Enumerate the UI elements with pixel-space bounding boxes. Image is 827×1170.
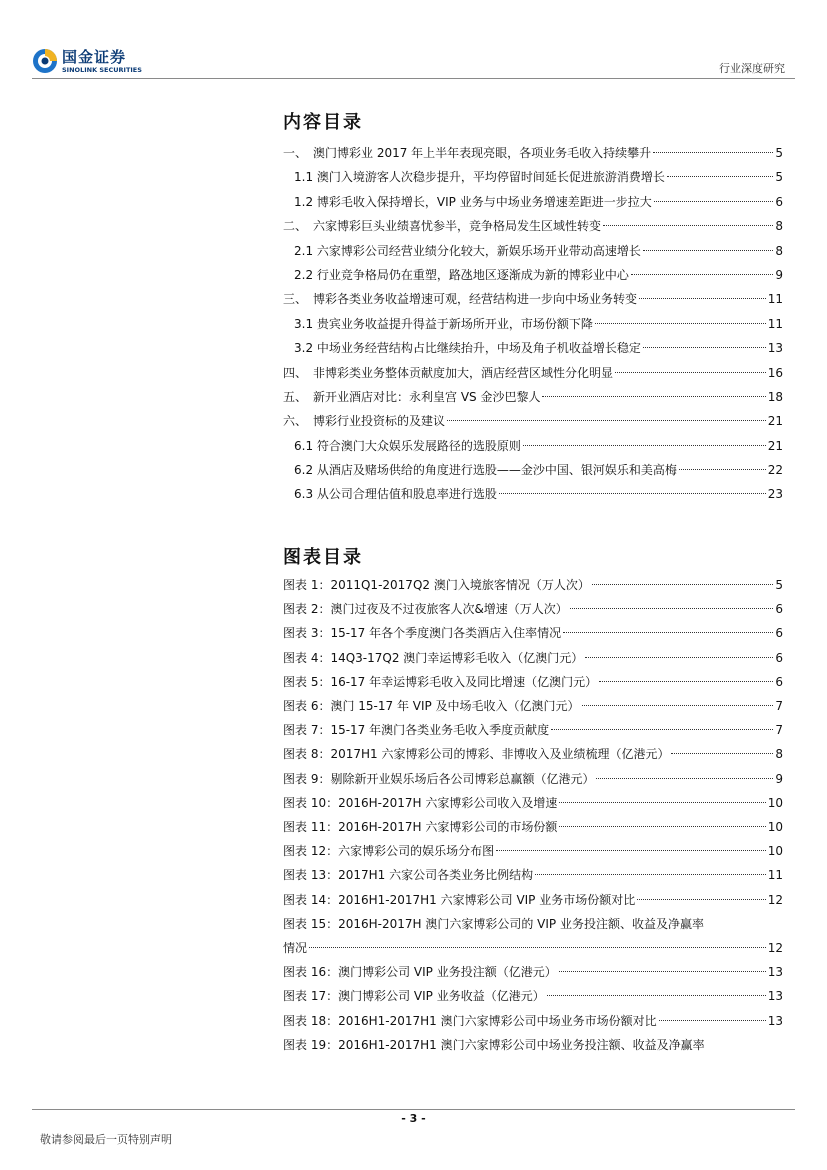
toc-entry-page: 11 <box>767 316 783 331</box>
dot-leader <box>643 250 773 251</box>
toc-entry[interactable] <box>283 336 783 360</box>
figure-entry-text: 图表 3：15-17 年各个季度澳门各类酒店入住率情况 <box>283 626 562 641</box>
figure-entry[interactable] <box>283 912 783 960</box>
figure-entry[interactable] <box>283 1033 783 1057</box>
dot-leader <box>582 705 774 706</box>
figure-entry-page: 6 <box>775 602 783 617</box>
logo-mark-icon <box>32 48 58 74</box>
toc-entry[interactable] <box>283 214 783 238</box>
dot-leader <box>563 632 773 633</box>
toc-entry-text: 二、 六家博彩巨头业绩喜忧参半，竞争格局发生区域性转变 <box>283 219 602 234</box>
dot-leader <box>667 176 773 177</box>
figure-entry[interactable] <box>283 984 783 1008</box>
toc-entry[interactable] <box>283 361 783 385</box>
dot-leader <box>671 753 773 754</box>
figure-entry-text: 图表 5：16-17 年幸运博彩毛收入及同比增速（亿澳门元） <box>283 674 598 689</box>
toc-list <box>283 141 783 507</box>
figure-entry-page: 10 <box>767 844 783 859</box>
dot-leader <box>523 445 766 446</box>
dot-leader <box>542 396 765 397</box>
dot-leader <box>615 372 766 373</box>
dot-leader <box>585 657 773 658</box>
dot-leader <box>547 995 766 996</box>
toc-title: 内容目录 <box>283 112 363 133</box>
toc-entry-text: 五、 新开业酒店对比：永利皇宫 VS 金沙巴黎人 <box>283 389 541 404</box>
figure-entry[interactable] <box>283 646 783 670</box>
toc-entry-page: 8 <box>775 243 783 258</box>
toc-entry[interactable] <box>283 287 783 311</box>
figure-entry[interactable] <box>283 791 783 815</box>
toc-entry[interactable] <box>283 458 783 482</box>
figure-entry-page: 13 <box>767 1013 783 1028</box>
toc-entry[interactable] <box>283 482 783 506</box>
dot-leader <box>570 608 774 609</box>
figure-entry[interactable] <box>283 863 783 887</box>
company-logo <box>32 46 172 78</box>
figure-entry[interactable] <box>283 960 783 984</box>
figure-entry[interactable] <box>283 573 783 597</box>
figure-entry-page: 6 <box>775 650 783 665</box>
report-type: 行业深度研究 <box>719 62 785 75</box>
figure-entry-page: 13 <box>767 965 783 980</box>
figure-entry-page: 12 <box>767 892 783 907</box>
dot-leader <box>643 347 766 348</box>
footer-divider <box>32 1109 795 1110</box>
toc-entry-page: 16 <box>767 365 783 380</box>
figure-entry-text: 图表 9：剔除新开业娱乐场后各公司博彩总赢额（亿港元） <box>283 771 595 786</box>
figure-entry[interactable] <box>283 621 783 645</box>
header-divider <box>32 78 795 79</box>
dot-leader <box>559 826 765 827</box>
figure-entry-page: 12 <box>767 941 783 956</box>
dot-leader <box>603 225 773 226</box>
figure-entry-text: 图表 18：2016H1-2017H1 澳门六家博彩公司中场业务市场份额对比 <box>283 1013 657 1028</box>
toc-entry[interactable] <box>283 239 783 263</box>
toc-entry-page: 5 <box>775 170 783 185</box>
toc-entry-page: 5 <box>775 146 783 160</box>
figure-entry-text: 图表 14：2016H1-2017H1 六家博彩公司 VIP 业务市场份额对比 <box>283 892 636 907</box>
toc-entry-text: 1.2 博彩毛收入保持增长，VIP 业务与中场业务增速差距进一步拉大 <box>294 194 652 209</box>
toc-entry[interactable] <box>283 263 783 287</box>
toc-entry-page: 8 <box>775 219 783 234</box>
toc-entry-page: 9 <box>775 267 783 282</box>
dot-leader <box>559 971 766 972</box>
page-header <box>0 0 827 85</box>
figure-entry-text: 图表 1：2011Q1-2017Q2 澳门入境旅客情况（万人次） <box>283 578 590 592</box>
dot-leader <box>499 493 766 494</box>
toc-entry-text: 3.2 中场业务经营结构占比继续抬升，中场及角子机收益增长稳定 <box>294 341 641 356</box>
figure-entry[interactable] <box>283 718 783 742</box>
toc-entry-page: 21 <box>767 438 783 453</box>
figures-title: 图表目录 <box>283 547 363 568</box>
figure-entry-text: 图表 6：澳门 15-17 年 VIP 及中场毛收入（亿澳门元） <box>283 699 580 714</box>
figure-entry[interactable] <box>283 694 783 718</box>
dot-leader <box>659 1020 766 1021</box>
toc-entry-text: 四、 非博彩类业务整体贡献度加大，酒店经营区域性分化明显 <box>283 365 614 380</box>
figure-entry-text: 图表 16：澳门博彩公司 VIP 业务投注额（亿港元） <box>283 965 557 980</box>
toc-entry-text: 2.1 六家博彩公司经营业绩分化较大，新娱乐场开业带动高速增长 <box>294 243 641 258</box>
figure-entry-page: 7 <box>775 699 783 714</box>
toc-entry[interactable] <box>283 141 783 165</box>
toc-entry-text: 一、 澳门博彩业 2017 年上半年表现亮眼，各项业务毛收入持续攀升 <box>283 146 652 160</box>
figure-entry-page: 8 <box>775 747 783 762</box>
dot-leader <box>653 152 773 153</box>
figure-entry-text: 图表 15：2016H-2017H 澳门六家博彩公司的 VIP 业务投注额、收益及净赢率 <box>283 916 704 931</box>
dot-leader <box>535 874 766 875</box>
figure-entry-page: 10 <box>767 820 783 835</box>
figures-list <box>283 573 783 1057</box>
figure-entry[interactable] <box>283 597 783 621</box>
toc-entry-text: 1.1 澳门入境游客人次稳步提升，平均停留时间延长促进旅游消费增长 <box>294 170 665 185</box>
toc-entry[interactable] <box>283 409 783 433</box>
figure-entry-page: 7 <box>775 723 783 738</box>
toc-entry-text: 6.3 从公司合理估值和股息率进行选股 <box>294 487 497 502</box>
toc-entry-page: 22 <box>767 463 783 478</box>
figure-entry-text: 图表 10：2016H-2017H 六家博彩公司收入及增速 <box>283 795 558 810</box>
dot-leader <box>559 802 765 803</box>
toc-entry-text: 三、 博彩各类业务收益增速可观，经营结构进一步向中场业务转变 <box>283 292 638 307</box>
logo-text-cn: 国金证券 <box>62 48 127 66</box>
figure-entry-text: 图表 19：2016H1-2017H1 澳门六家博彩公司中场业务投注额、收益及净赢率 <box>283 1037 705 1052</box>
figure-entry-page: 9 <box>775 771 783 786</box>
toc-entry-text: 6.1 符合澳门大众娱乐发展路径的选股原则 <box>294 438 521 453</box>
figure-entry[interactable] <box>283 742 783 766</box>
toc-entry-page: 23 <box>767 487 783 502</box>
figure-entry[interactable] <box>283 839 783 863</box>
figure-entry-page: 6 <box>775 626 783 641</box>
figure-entry[interactable] <box>283 767 783 791</box>
toc-entry[interactable] <box>283 434 783 458</box>
toc-entry-text: 3.1 贵宾业务收益提升得益于新场所开业，市场份额下降 <box>294 316 593 331</box>
figure-entry[interactable] <box>283 670 783 694</box>
figure-entry-text: 图表 2：澳门过夜及不过夜旅客人次&增速（万人次） <box>283 602 568 617</box>
toc-entry-text: 2.2 行业竞争格局仍在重塑，路氹地区逐渐成为新的博彩业中心 <box>294 267 629 282</box>
figure-entry-text: 图表 7：15-17 年澳门各类业务毛收入季度贡献度 <box>283 723 550 738</box>
figure-entry-text: 图表 8：2017H1 六家博彩公司的博彩、非博收入及业绩梳理（亿港元） <box>283 747 670 762</box>
dot-leader <box>637 899 765 900</box>
figure-entry-text: 图表 17：澳门博彩公司 VIP 业务收益（亿港元） <box>283 989 545 1004</box>
dot-leader <box>496 850 766 851</box>
page-number: - 3 - <box>401 1112 426 1125</box>
toc-entry-text: 6.2 从酒店及赌场供给的角度进行选股——金沙中国、银河娱乐和美高梅 <box>294 463 677 478</box>
figure-entry-page: 13 <box>767 989 783 1004</box>
toc-entry-text: 六、 博彩行业投资标的及建议 <box>283 414 446 429</box>
dot-leader <box>654 201 774 202</box>
toc-entry-page: 13 <box>767 341 783 356</box>
dot-leader <box>551 729 773 730</box>
dot-leader <box>679 469 766 470</box>
toc-entry[interactable] <box>283 385 783 409</box>
figure-entry-text: 图表 12：六家博彩公司的娱乐场分布图 <box>283 844 495 859</box>
figure-entry-text: 图表 4：14Q3-17Q2 澳门幸运博彩毛收入（亿澳门元） <box>283 650 584 665</box>
figure-entry[interactable] <box>283 888 783 912</box>
dot-leader <box>595 323 766 324</box>
logo-text-en: SINOLINK SECURITIES <box>62 66 142 74</box>
toc-entry-page: 11 <box>767 292 783 307</box>
figure-entry[interactable] <box>283 1009 783 1033</box>
figure-entry-text-continued: 情况 <box>283 941 308 956</box>
figure-entry-page: 5 <box>775 578 783 592</box>
figure-entry-page: 6 <box>775 674 783 689</box>
toc-entry-page: 6 <box>775 194 783 209</box>
dot-leader <box>631 274 773 275</box>
disclaimer-note: 敬请参阅最后一页特别声明 <box>40 1133 172 1146</box>
dot-leader <box>596 778 773 779</box>
toc-entry[interactable] <box>283 312 783 336</box>
toc-entry[interactable] <box>283 190 783 214</box>
dot-leader <box>639 298 766 299</box>
figure-entry-text: 图表 11：2016H-2017H 六家博彩公司的市场份额 <box>283 820 558 835</box>
dot-leader <box>447 420 766 421</box>
dot-leader <box>599 681 773 682</box>
toc-entry-page: 21 <box>767 414 783 429</box>
dot-leader <box>309 947 766 948</box>
figure-entry-page: 10 <box>767 795 783 810</box>
figure-entry[interactable] <box>283 815 783 839</box>
dot-leader <box>592 584 774 585</box>
figure-entry-page: 11 <box>767 868 783 883</box>
toc-entry-page: 18 <box>767 389 783 404</box>
figure-entry-text: 图表 13：2017H1 六家公司各类业务比例结构 <box>283 868 534 883</box>
toc-entry[interactable] <box>283 165 783 189</box>
